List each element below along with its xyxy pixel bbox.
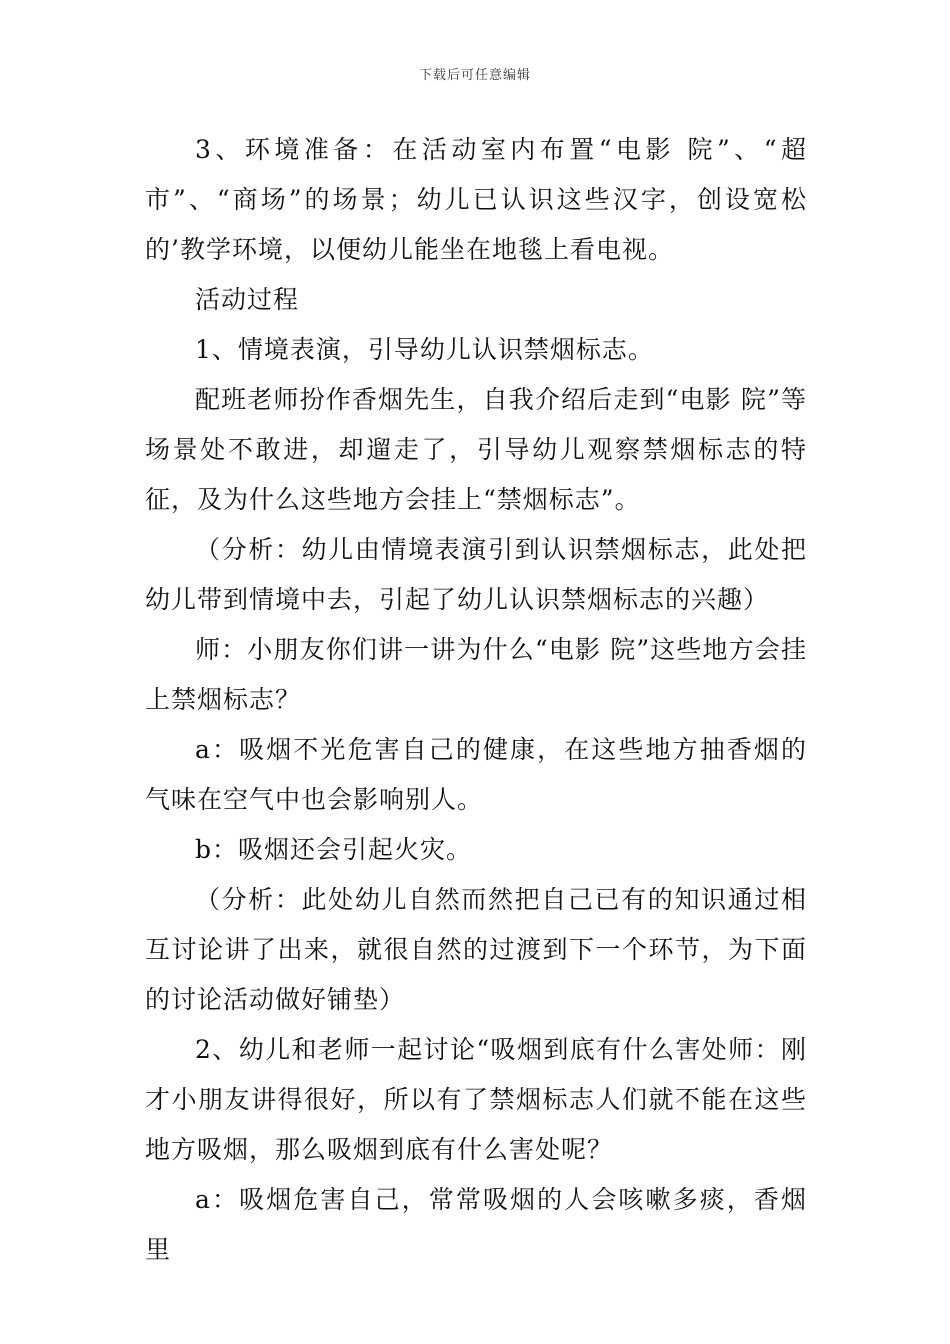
paragraph-answer-a-2: a：吸烟危害自己，常常吸烟的人会咳嗽多痰，香烟里 xyxy=(145,1185,807,1264)
paragraph-teacher-question: 师：小朋友你们讲一讲为什么“电影 院”这些地方会挂上禁烟标志？ xyxy=(145,635,807,714)
paragraph-environment-prep: 3、环境准备：在活动室内布置“电影 院”、“超市”、“商场”的场景；幼儿已认识这些汉字，创设宽松的’教学环境，以便幼儿能坐在地毯上看电视。 xyxy=(145,135,807,264)
paragraph-step-1: 1、情境表演，引导幼儿认识禁烟标志。 xyxy=(195,335,654,364)
paragraph-teacher-role: 配班老师扮作香烟先生，自我介绍后走到“电影 院”等场景处不敢进，却遛走了，引导幼儿观察禁烟标志的特征，及为什么这些地方会挂上“禁烟标志”。 xyxy=(145,385,807,514)
section-heading-activity-process: 活动过程 xyxy=(195,285,300,314)
paragraph-analysis-1: （分析：幼儿由情境表演引到认识禁烟标志，此处把幼儿带到情境中去，引起了幼儿认识禁烟标志的兴趣） xyxy=(145,535,807,614)
paragraph-step-2: 2、幼儿和老师一起讨论“吸烟到底有什么害处师：刚才小朋友讲得很好，所以有了禁烟标志人们就不能在这些地方吸烟，那么吸烟到底有什么害处呢？ xyxy=(145,1035,807,1164)
paragraph-answer-a: a：吸烟不光危害自己的健康，在这些地方抽香烟的气味在空气中也会影响别人。 xyxy=(145,735,807,814)
page-header: 下载后可任意编辑 xyxy=(418,68,531,83)
paragraph-answer-b: b：吸烟还会引起火灾。 xyxy=(195,835,473,864)
document-body xyxy=(145,125,807,1275)
paragraph-analysis-2: （分析：此处幼儿自然而然把自己已有的知识通过相互讨论讲了出来，就很自然的过渡到下一个环节，为下面的讨论活动做好铺垫） xyxy=(145,885,807,1014)
